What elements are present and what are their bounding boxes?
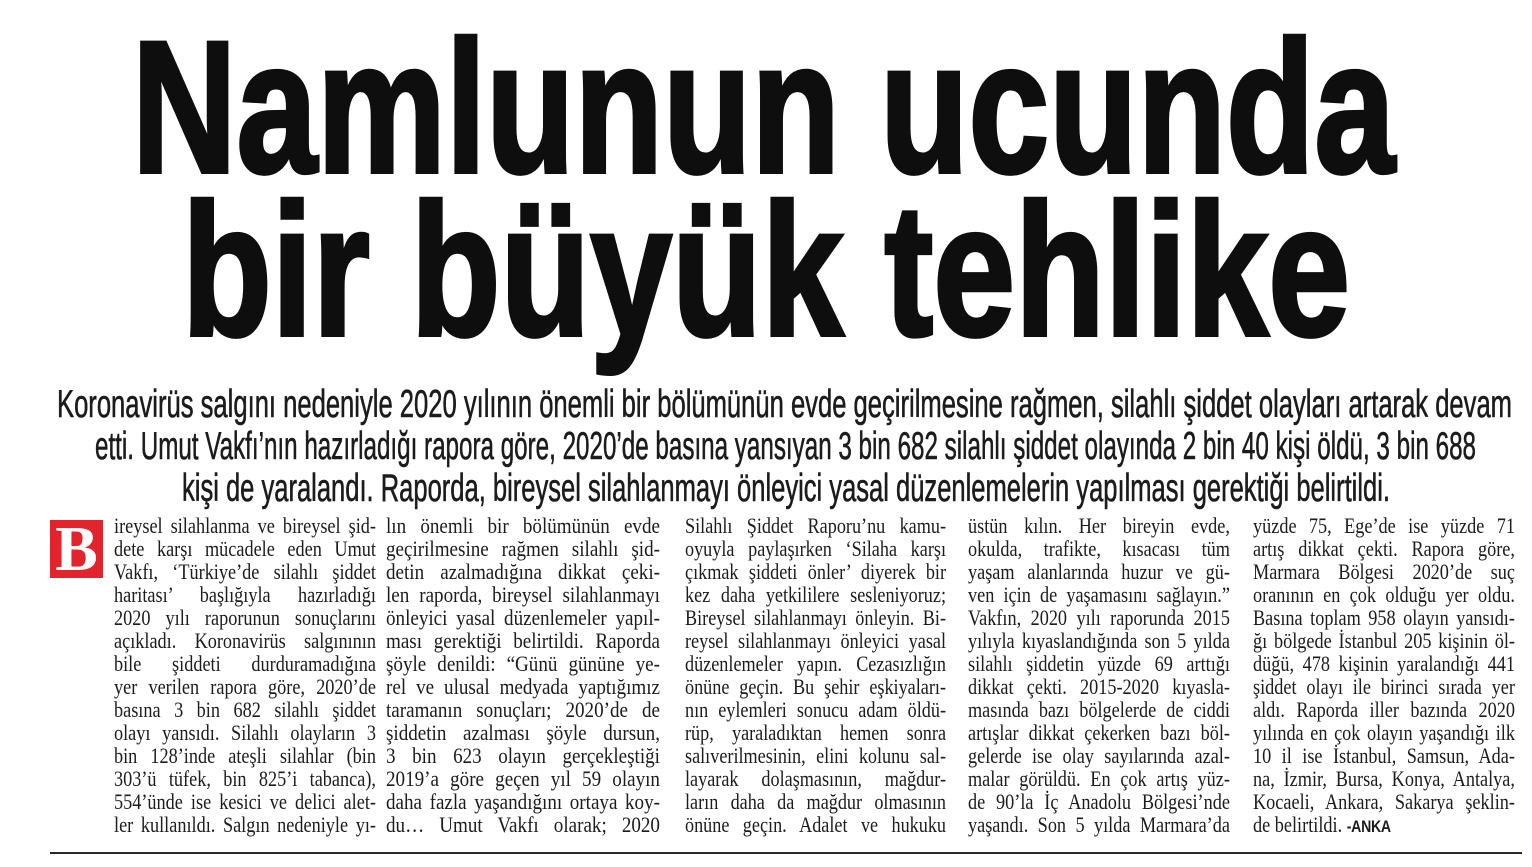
article-line-text: açıkladı. Koronavirüs salgınının	[114, 628, 376, 653]
article-line-text: ması gerektiği belirtildi. Raporda	[386, 628, 660, 653]
article-line-text: Kocaeli, Ankara, Sakarya şeklin-	[1253, 789, 1515, 814]
article-line	[968, 652, 1230, 675]
article-line	[968, 514, 1230, 537]
article-line-text: düzenlemeler yapın. Cezasızlığın	[685, 651, 947, 676]
article-line	[114, 560, 376, 583]
article-line	[685, 813, 946, 836]
article-line-text: üstün kılın. Her bireyin evde,	[968, 513, 1230, 538]
article-line-text: masında bazı bölgelerde de ciddi	[968, 697, 1230, 722]
article-line-text: detin azalmadığına dikkat çeki-	[386, 559, 660, 584]
article-line	[114, 583, 376, 606]
article-line-text: şiddetin azalması şöyle dursun,	[386, 720, 660, 745]
article-line-text: dikkat çekti. 2015-2020 kıyasla-	[968, 674, 1230, 699]
article-line-text: artış dikkat çekti. Rapora göre,	[1253, 536, 1515, 561]
article-line-text: düğü, 478 kişinin yaralandığı 441	[1253, 651, 1515, 676]
article-line	[1253, 675, 1515, 698]
article-column-3	[685, 514, 946, 836]
article-line-text: du… Umut Vakfı olarak; 2020	[386, 812, 660, 837]
article-line	[968, 698, 1230, 721]
article-line-text: ğı bölgede İstanbul 205 kişinin öl-	[1253, 628, 1515, 653]
article-line	[1253, 698, 1515, 721]
article-line-text: önüne geçin. Adalet ve hukuku	[685, 812, 947, 837]
article-line-text: önüne geçin. Bu şehir eşkiyaları-	[685, 674, 947, 699]
deck-line-1: Koronavirüs salgını nedeniyle 2020 yılının önemli bir bölümünün evde geçirilmesine rağmen, silahlı şiddet olayları artarak devam	[57, 383, 1512, 426]
article-line-text: ların daha da mağdur olmasının	[685, 789, 947, 814]
article-line	[685, 675, 946, 698]
article-line	[114, 790, 376, 813]
article-line-text: Vakfın, 2020 yılı raporunda 2015	[968, 605, 1230, 630]
article-line	[114, 813, 376, 836]
article-line	[386, 790, 660, 813]
article-line	[1253, 514, 1515, 537]
article-column-1	[114, 514, 376, 836]
headline	[0, 0, 1532, 380]
article-line	[386, 606, 660, 629]
article-column-2	[386, 514, 660, 836]
article-line-text: yüzde 75, Ege’de ise yüzde 71	[1253, 513, 1515, 538]
article-line	[685, 767, 946, 790]
article-line	[1253, 560, 1515, 583]
headline-line-1: Namlunun ucunda	[132, 2, 1397, 212]
article-line	[1253, 583, 1515, 606]
article-line	[1253, 744, 1515, 767]
agency-credit: -ANKA	[1346, 817, 1391, 836]
article-line	[114, 652, 376, 675]
article-line-text: yılıyla kıyaslandığında son 5 yılda	[968, 628, 1230, 653]
article-line-text: artışlar dikkat çekerken bazı böl-	[968, 720, 1230, 745]
article-line-text: dete karşı mücadele eden Umut	[114, 536, 376, 561]
article-line-text: yer verilen rapora göre, 2020’de	[114, 674, 376, 699]
article-line	[386, 721, 660, 744]
article-line	[685, 537, 946, 560]
article-line-text: nın eylemleri sonucu adam öldü-	[685, 697, 947, 722]
article-line	[1253, 813, 1515, 836]
article-line	[968, 721, 1230, 744]
article-line	[386, 514, 660, 537]
article-line	[1253, 652, 1515, 675]
article-line	[968, 629, 1230, 652]
drop-cap: B	[50, 520, 103, 578]
article-line-text: ler kullanıldı. Salgın nedeniyle yı-	[114, 812, 376, 837]
article-line-text: yaşam alanlarında huzur ve gü-	[968, 559, 1230, 584]
deck	[0, 380, 1532, 512]
article-line	[968, 537, 1230, 560]
article-line	[386, 560, 660, 583]
article-line	[685, 629, 946, 652]
article-line	[114, 675, 376, 698]
article-line-text: bile şiddeti durduramadığına	[114, 651, 376, 676]
article-line	[386, 583, 660, 606]
article-line-text: çıkmak şiddeti önler’ diyerek bir	[685, 559, 947, 584]
article-line-text: ven için de yaşamasını sağlayın.”	[968, 582, 1230, 607]
article-line-text: okulda, trafikte, kısacası tüm	[968, 536, 1230, 561]
article-line	[968, 675, 1230, 698]
article-line-text: salıverilmesinin, elini kolunu sal-	[685, 743, 947, 768]
article-line	[1253, 767, 1515, 790]
article-line-text: daha fazla yaşandığını ortaya koy-	[386, 789, 660, 814]
article-line	[968, 767, 1230, 790]
article-line	[968, 606, 1230, 629]
article-line-text: na, İzmir, Bursa, Konya, Antalya,	[1253, 766, 1515, 791]
article-line-text: Vakfı, ‘Türkiye’de silahlı şiddet	[114, 559, 376, 584]
article-line-text: basına 3 bin 682 silahlı şiddet	[114, 697, 376, 722]
article-line-text: geçirilmesine rağmen silahlı şid-	[386, 536, 660, 561]
article-line-text: rüp, yaraladıktan hemen sonra	[685, 720, 947, 745]
article-line-text: len raporda, bireysel silahlanmayı	[386, 582, 660, 607]
article-line	[685, 606, 946, 629]
headline-line-2: bir büyük tehlike	[182, 165, 1350, 375]
article-line	[685, 583, 946, 606]
article-line	[1253, 790, 1515, 813]
article-line-text: lın önemli bir bölümünün evde	[386, 513, 660, 538]
article-line	[114, 698, 376, 721]
article-line	[386, 537, 660, 560]
article-line-text: şiddet olayı ile birinci sırada yer	[1253, 674, 1515, 699]
article-line-text: yaşandı. Son 5 yılda Marmara’da	[968, 812, 1230, 837]
article-line	[685, 721, 946, 744]
article-line	[114, 744, 376, 767]
article-line-text: 2020 yılı raporunun sonuçlarını	[114, 605, 376, 630]
article-line-text: silahlı şiddetin yüzde 69 arttığı	[968, 651, 1230, 676]
article-line	[968, 790, 1230, 813]
article-column-4	[968, 514, 1230, 836]
article-line-text: malar görüldü. En çok artış yüz-	[968, 766, 1230, 791]
bottom-rule	[50, 852, 1522, 854]
article-line-text: aldı. Raporda iller bazında 2020	[1253, 697, 1515, 722]
article-line	[685, 652, 946, 675]
article-line-text: Silahlı Şiddet Raporu’nu kamu-	[685, 513, 947, 538]
article-line	[386, 767, 660, 790]
article-line	[685, 744, 946, 767]
article-line-text: haritası’ başlığıyla hazırladığı	[114, 582, 376, 607]
article-line-text: 3 bin 623 olayın gerçekleştiği	[386, 743, 660, 768]
article-line	[114, 606, 376, 629]
article-line	[685, 514, 946, 537]
article-line-text: 303’ü tüfek, bin 825’i tabanca),	[114, 766, 376, 791]
article-line	[114, 767, 376, 790]
article-line-text: oranının en çok olduğu yer oldu.	[1253, 582, 1515, 607]
article-line	[114, 629, 376, 652]
article-line	[1253, 606, 1515, 629]
article-line-text: de belirtildi.	[1253, 812, 1343, 837]
article-line	[386, 629, 660, 652]
article-line-text: Marmara Bölgesi 2020’de suç	[1253, 559, 1515, 584]
article-line	[968, 813, 1230, 836]
article-line-text: layarak dolaşmasının, mağdur-	[685, 766, 947, 791]
article-line	[685, 560, 946, 583]
article-line-text: reysel silahlanmayı önleyici yasal	[685, 628, 947, 653]
article-line	[1253, 537, 1515, 560]
article-line-text: olayı yansıdı. Silahlı olayların 3	[114, 720, 376, 745]
article-line-text: gelerde ise olay sayılarında azal-	[968, 743, 1230, 768]
article-line	[968, 583, 1230, 606]
article-line-text: rel ve ulusal medyada yaptığımız	[386, 674, 660, 699]
article-line	[386, 744, 660, 767]
article-line	[386, 698, 660, 721]
article-line	[114, 537, 376, 560]
article-line	[968, 560, 1230, 583]
article-line	[968, 744, 1230, 767]
article-line-text: 10 il ise İstanbul, Samsun, Ada-	[1253, 743, 1515, 768]
article-line-text: 2019’a göre geçen yıl 59 olayın	[386, 766, 660, 791]
article-line	[1253, 629, 1515, 652]
article-line-text: ireysel silahlanma ve bireysel şid-	[114, 513, 376, 538]
article-line-text: bin 128’inde ateşli silahlar (bin	[114, 743, 376, 768]
article-line-text: şöyle denildi: “Günü gününe ye-	[386, 651, 660, 676]
article-line	[386, 675, 660, 698]
article-line-text: oyuyla paylaşırken ‘Silaha karşı	[685, 536, 947, 561]
article-line-text: Bireysel silahlanmayı önleyin. Bi-	[685, 605, 947, 630]
article-line	[386, 652, 660, 675]
article-column-5	[1253, 514, 1515, 836]
article-line	[685, 790, 946, 813]
article-line-text: Basına toplam 958 olayın yansıdı-	[1253, 605, 1515, 630]
article-line	[114, 721, 376, 744]
deck-line-3: kişi de yaralandı. Raporda, bireysel silahlanmayı önleyici yasal düzenlemelerin yapılması gerektiği belirtildi.	[182, 467, 1390, 510]
deck-line-2: etti. Umut Vakfı’nın hazırladığı rapora göre, 2020’de basına yansıyan 3 bin 682 silahlı şiddet olayında 2 bin 40 kişi öldü, 3 bin 688	[95, 425, 1476, 468]
article-line-text: 554’ünde ise kesici ve delici alet-	[114, 789, 376, 814]
article-line-text: taramanın sonuçları; 2020’de de	[386, 697, 660, 722]
article-line-text: yılında en çok olayın yaşandığı ilk	[1253, 720, 1515, 745]
article-line	[685, 698, 946, 721]
article-line-text: önleyici yasal düzenlemeler yapıl-	[386, 605, 660, 630]
article-line-text: de 90’la İç Anadolu Bölgesi’nde	[968, 789, 1230, 814]
article-line	[1253, 721, 1515, 744]
article-line	[114, 514, 376, 537]
article-line	[386, 813, 660, 836]
article-line-text: kez daha yetkililere sesleniyoruz;	[685, 582, 947, 607]
